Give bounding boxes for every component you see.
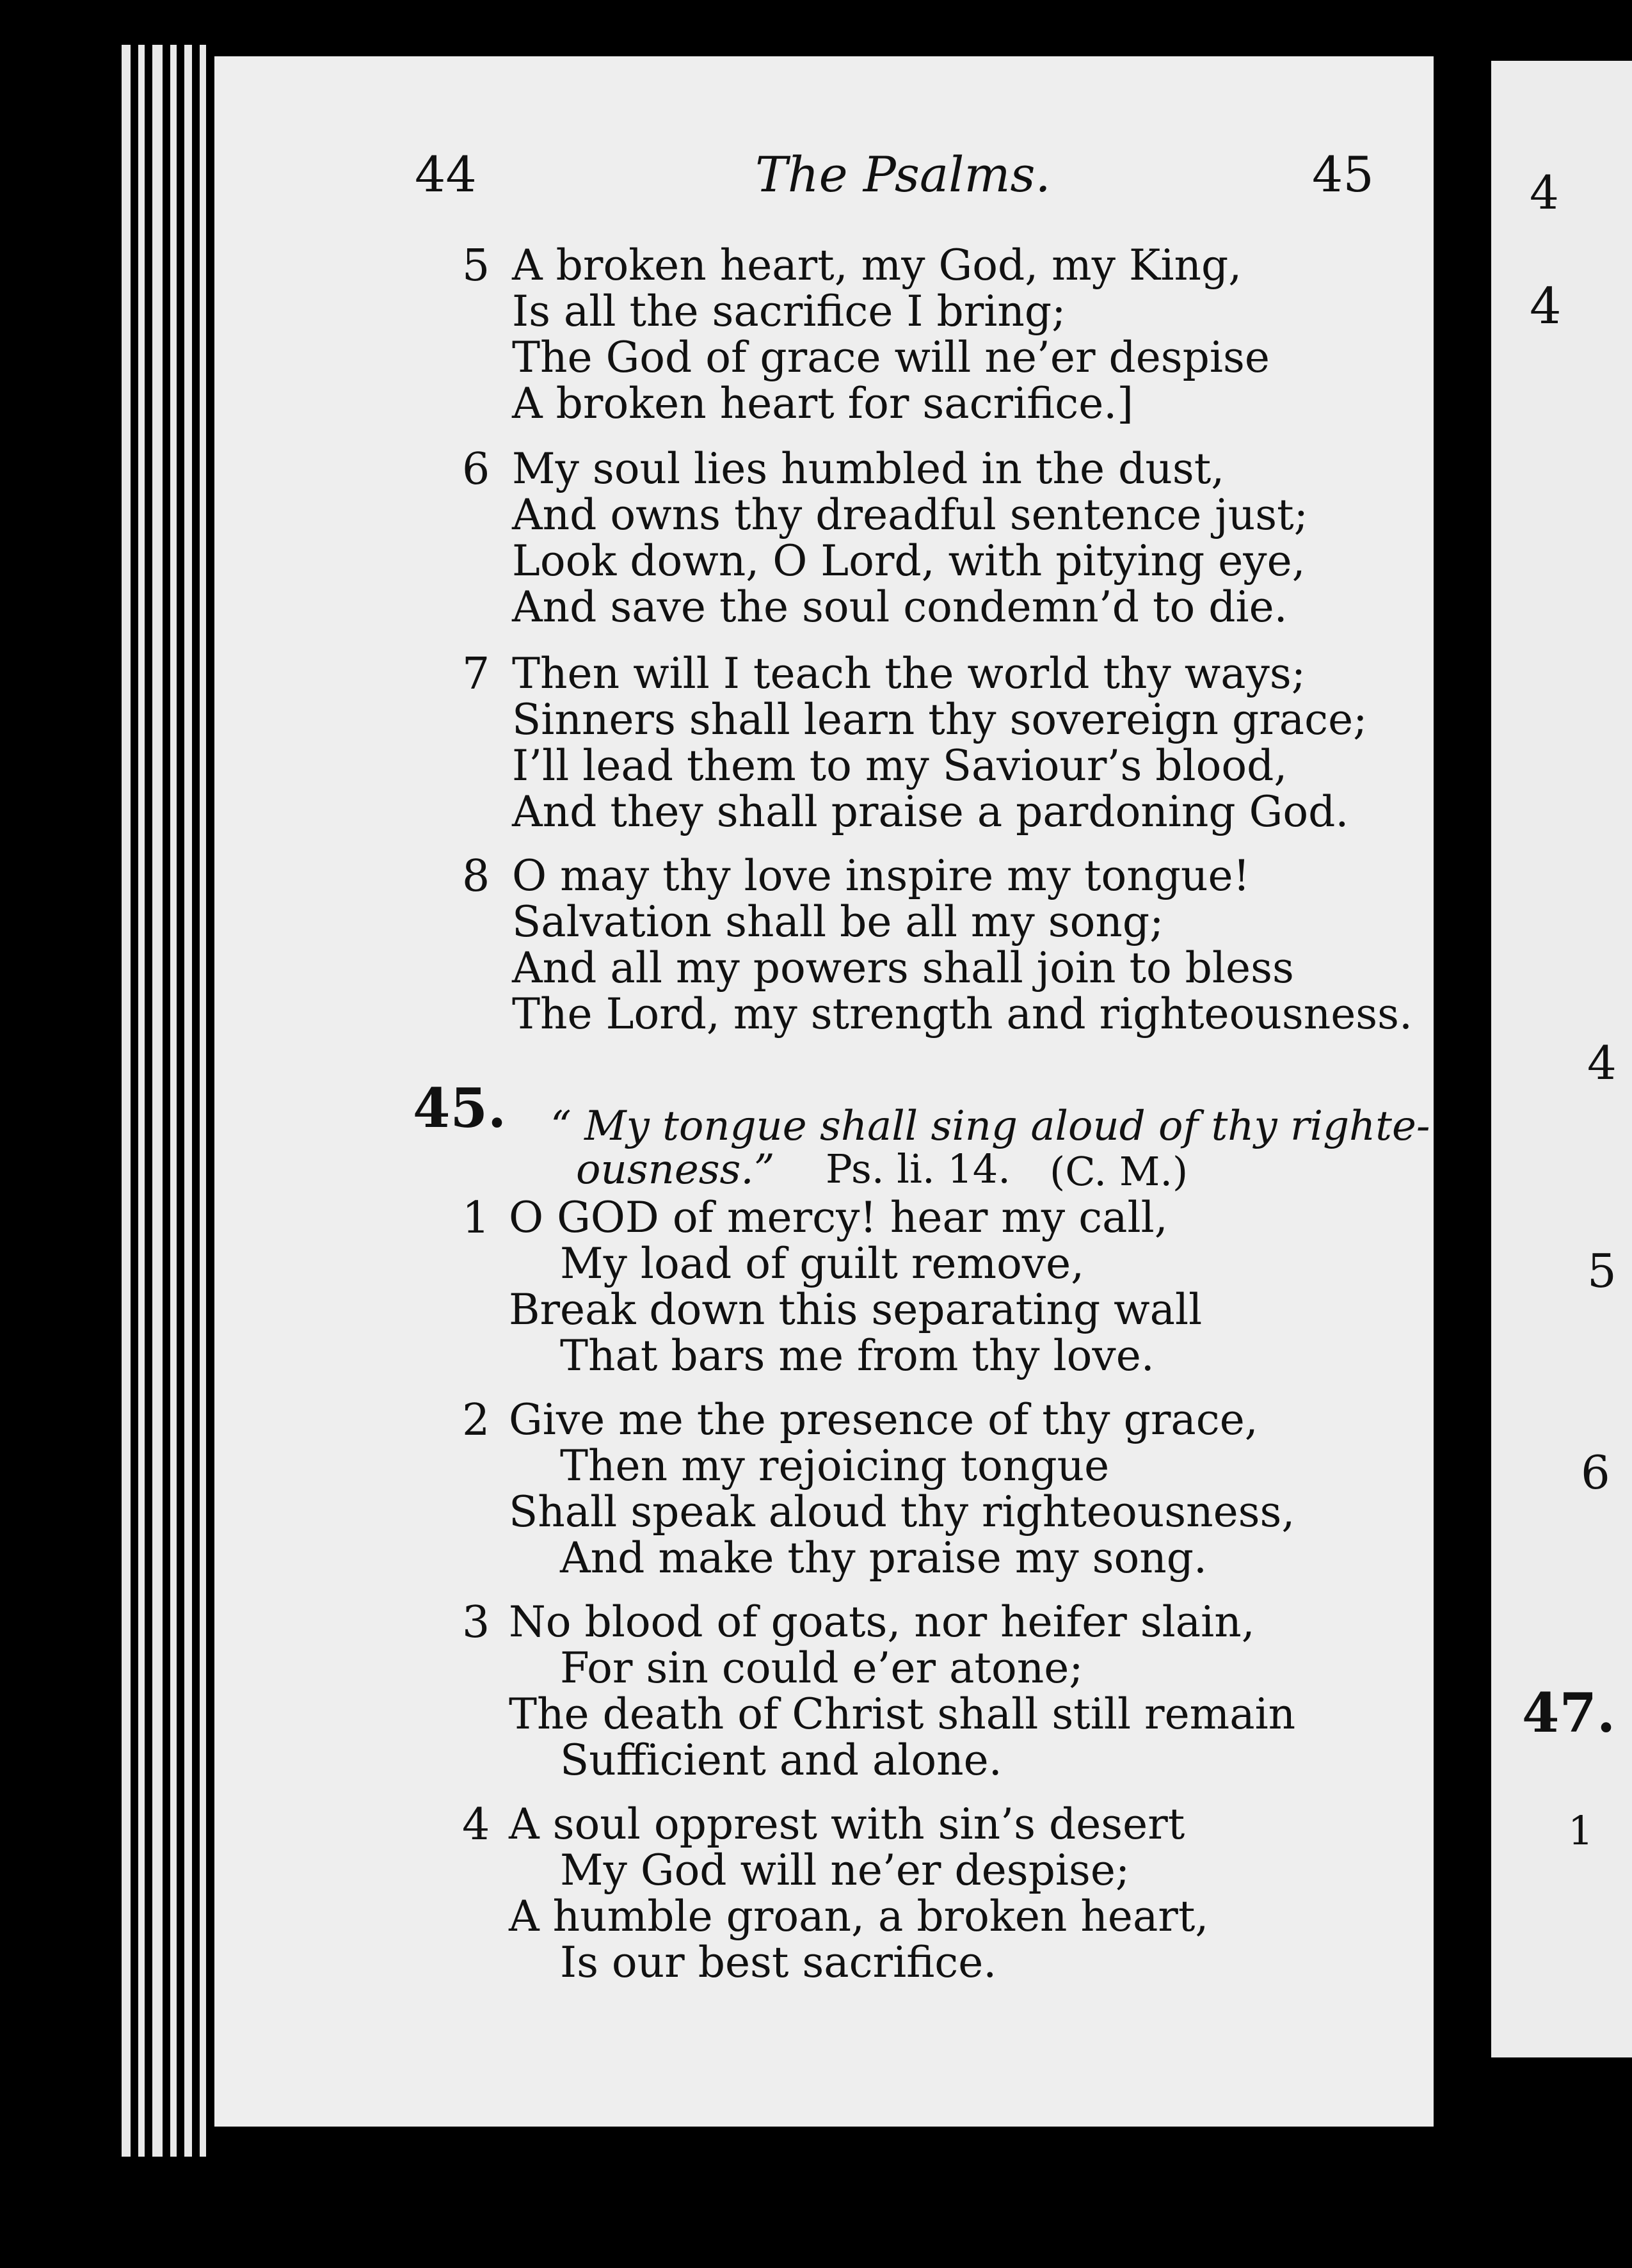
verse-number: 6 <box>462 444 490 495</box>
next-hymn-number: 4 <box>1530 278 1562 335</box>
verse-line: That bars me from thy love. <box>560 1331 1155 1380</box>
verse-line: The Lord, my strength and righteousness. <box>512 989 1412 1039</box>
meter-label: (C. M.) <box>1050 1148 1188 1195</box>
psalm-epigraph: “ My tongue shall sing aloud of thy righte- <box>550 1103 1430 1150</box>
next-page-sliver <box>1491 61 1632 2057</box>
verse-line: The God of grace will ne’er despise <box>512 333 1270 382</box>
verse-line: Sufficient and alone. <box>560 1736 1002 1785</box>
verse-number: 5 <box>462 241 490 291</box>
left-page-number: 44 <box>415 146 477 203</box>
verse-line: No blood of goats, nor heifer slain, <box>509 1597 1255 1647</box>
right-page-number: 45 <box>1312 146 1374 203</box>
verse-line: And owns thy dreadful sentence just; <box>512 490 1308 539</box>
verse-line: I’ll lead them to my Saviour’s blood, <box>512 741 1288 790</box>
scripture-reference: Ps. li. 14. <box>826 1146 1011 1192</box>
verse-line: Salvation shall be all my song; <box>512 897 1164 946</box>
verse-line: Give me the presence of thy grace, <box>509 1395 1258 1444</box>
verse-line: Is our best sacrifice. <box>560 1938 997 1987</box>
verse-line: Shall speak aloud thy righteousness, <box>509 1487 1295 1537</box>
verse-line: Then will I teach the world thy ways; <box>512 649 1306 698</box>
verse-line: And they shall praise a pardoning God. <box>512 787 1349 836</box>
verse-line: Is all the sacrifice I bring; <box>512 287 1066 336</box>
verse-line: And make thy praise my song. <box>560 1533 1208 1583</box>
verse-number: 8 <box>462 851 490 902</box>
verse-line: The death of Christ shall still remain <box>509 1689 1296 1739</box>
next-verse-number: 4 <box>1587 1036 1617 1090</box>
next-verse-number: 6 <box>1581 1446 1610 1499</box>
psalm-epigraph-cont: ousness.” <box>576 1146 775 1194</box>
verse-line: A broken heart, my God, my King, <box>512 241 1242 290</box>
verse-line: A humble groan, a broken heart, <box>509 1892 1209 1941</box>
verse-line: Sinners shall learn thy sovereign grace; <box>512 695 1368 744</box>
psalm-number: 45. <box>413 1076 507 1140</box>
verse-line: My God will ne’er despise; <box>560 1846 1130 1895</box>
running-title: The Psalms. <box>755 146 1051 203</box>
next-verse-number: 5 <box>1587 1244 1617 1298</box>
next-verse-number: 1 <box>1568 1807 1594 1854</box>
page-edges <box>115 45 218 2157</box>
verse-number: 1 <box>462 1193 490 1243</box>
verse-number: 4 <box>462 1800 490 1850</box>
verse-number: 7 <box>462 649 490 699</box>
verse-number: 2 <box>462 1395 490 1446</box>
verse-line: And all my powers shall join to bless <box>512 943 1294 993</box>
next-psalm-number: 47. <box>1522 1681 1616 1745</box>
verse-line: Then my rejoicing tongue <box>560 1441 1110 1490</box>
verse-line: O GOD of mercy! hear my call, <box>509 1193 1168 1242</box>
verse-line: A soul opprest with sin’s desert <box>509 1800 1185 1849</box>
verse-line: Look down, O Lord, with pitying eye, <box>512 536 1306 586</box>
verse-line: My load of guilt remove, <box>560 1239 1085 1288</box>
verse-line: O may thy love inspire my tongue! <box>512 851 1251 900</box>
next-page-number: 4 <box>1530 166 1559 220</box>
verse-number: 3 <box>462 1597 490 1648</box>
verse-line: My soul lies humbled in the dust, <box>512 444 1225 493</box>
verse-line: For sin could e’er atone; <box>560 1643 1084 1693</box>
verse-line: Break down this separating wall <box>509 1285 1203 1334</box>
verse-line: And save the soul condemn’d to die. <box>512 582 1288 632</box>
verse-line: A broken heart for sacrifice.] <box>512 379 1133 428</box>
